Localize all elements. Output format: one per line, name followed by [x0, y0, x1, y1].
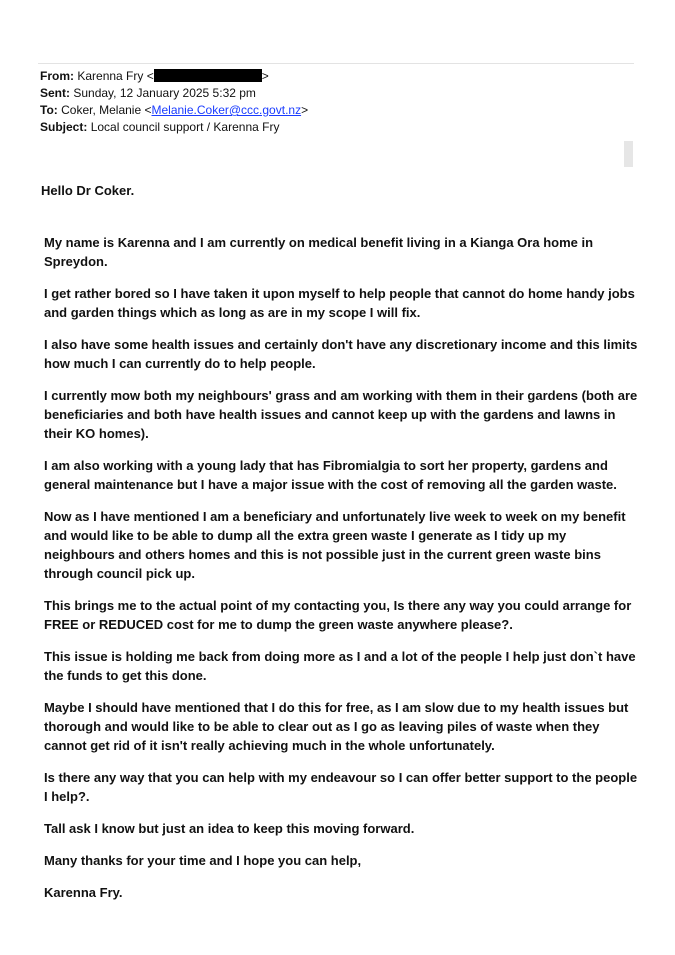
paragraph: I get rather bored so I have taken it upon myself to help people that cannot do home handy jobs and garden things which as long as are in my scope I will fix.	[44, 286, 635, 320]
to-line: To: Coker, Melanie <Melanie.Coker@ccc.govt.nz>	[40, 103, 309, 117]
sent-line: Sent: Sunday, 12 January 2025 5:32 pm	[40, 86, 256, 100]
email-header	[40, 68, 308, 136]
paragraph: Now as I have mentioned I am a beneficiary and unfortunately live week to week on my benefit and would like to be able to dump all the extra green waste I generate as I tidy up my neighbours and others homes and this is not possible just in the current green waste bins through council pick up.	[44, 509, 626, 581]
paragraph: This brings me to the actual point of my contacting you, Is there any way you could arrange for FREE or REDUCED cost for me to dump the green waste anywhere please?.	[44, 598, 632, 632]
paragraph: I also have some health issues and certainly don't have any discretionary income and this limits how much I can currently do to help people.	[44, 337, 638, 371]
paragraph: My name is Karenna and I am currently on medical benefit living in a Kianga Ora home in Spreydon.	[44, 235, 594, 269]
to-email-link[interactable]: Melanie.Coker@ccc.govt.nz	[151, 103, 302, 117]
redacted-email	[154, 69, 262, 82]
subject: Local council support / Karenna Fry	[90, 120, 280, 134]
header-divider	[38, 63, 634, 64]
email-body	[41, 181, 640, 915]
paragraph: Maybe I should have mentioned that I do this for free, as I am slow due to my health issues but thorough and would like to be able to clear out as I go as leaving piles of waste when they cannot get rid of it isn't really achieving much in the whole unfortunately.	[44, 700, 629, 753]
sent-date: Sunday, 12 January 2025 5:32 pm	[73, 86, 256, 100]
greeting: Hello Dr Coker.	[41, 183, 135, 198]
to-name: Coker, Melanie	[61, 103, 142, 117]
paragraph: Many thanks for your time and I hope you can help,	[44, 853, 362, 868]
paragraph: I am also working with a young lady that has Fibromialgia to sort her property, gardens and general maintenance but I have a major issue with the cost of removing all the garden waste.	[44, 458, 617, 492]
paragraph: I currently mow both my neighbours' grass and am working with them in their gardens (both are beneficiaries and both have health issues and cannot keep up with the gardens and lawns in their KO homes).	[44, 388, 638, 441]
paragraph: Tall ask I know but just an idea to keep this moving forward.	[44, 821, 415, 836]
subject-line: Subject: Local council support / Karenna Fry	[40, 120, 280, 134]
paragraph: This issue is holding me back from doing more as I and a lot of the people I help just don`t have the funds to get this done.	[44, 649, 636, 683]
paragraph: Is there any way that you can help with my endeavour so I can offer better support to the people I help?.	[44, 770, 638, 804]
from-line: From: Karenna Fry < >	[40, 69, 269, 83]
from-name: Karenna Fry	[77, 69, 144, 83]
signature: Karenna Fry.	[44, 885, 123, 900]
scrollbar[interactable]	[624, 141, 633, 167]
